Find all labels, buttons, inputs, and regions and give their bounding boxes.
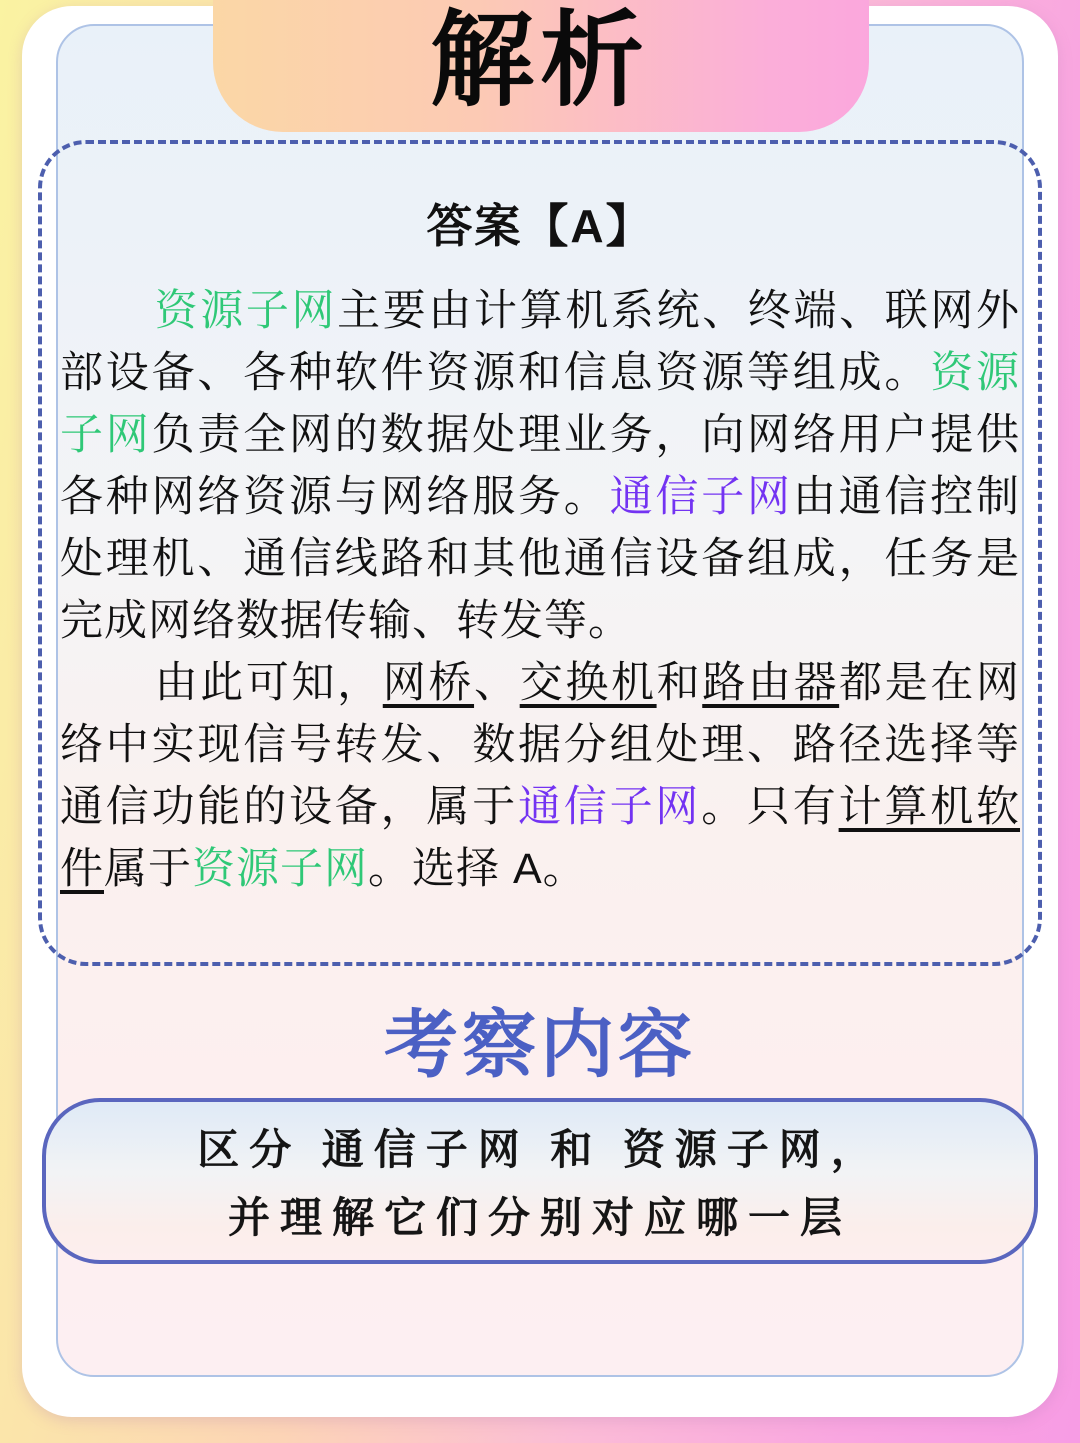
analysis-box [38, 140, 1042, 966]
underlined-term-bridge: 网桥 [382, 659, 475, 707]
answer-label: 答案【A】 [426, 200, 654, 252]
focus-line-2: 并理解它们分别对应哪一层 [227, 1196, 852, 1243]
underlined-term-computer-software: 计算机软件 [60, 783, 1021, 893]
body-run: 都是在网络中实现信号转发、数据分组处理、路径选择等通信功能的设备，属于 [60, 659, 1021, 831]
body-run: 和 [656, 659, 703, 707]
term-resource-subnet: 资源子网 [60, 349, 1021, 459]
body-run: 属于 [104, 845, 192, 893]
term-communication-subnet: 通信子网 [518, 783, 702, 831]
underlined-term-router: 路由器 [702, 659, 840, 707]
term-resource-subnet: 资源子网 [192, 845, 368, 893]
body-run: 由通信控制处理机、通信线路和其他通信设备组成，任务是完成网络数据传输、转发等。 [60, 473, 1021, 645]
body-run: 。选择 A。 [368, 845, 587, 893]
analysis-text [60, 280, 1020, 900]
underlined-term-switch: 交换机 [519, 659, 657, 707]
focus-box [42, 1098, 1038, 1264]
body-run: 。只有 [701, 783, 839, 831]
body-run: 主要由计算机系统、终端、联网外部设备、各种软件资源和信息资源等组成。 [60, 287, 1021, 397]
term-resource-subnet: 资源子网 [154, 287, 338, 335]
body-run: 负责全网的数据处理业务，向网络用户提供各种网络资源与网络服务。 [60, 411, 1021, 521]
term-communication-subnet: 通信子网 [609, 473, 793, 521]
section-title: 考察内容 [384, 1005, 696, 1087]
page-title: 解析 [429, 3, 650, 119]
focus-line-1: 区分 通信子网 和 资源子网， [197, 1127, 883, 1174]
analysis-paragraph-2 [60, 652, 1020, 900]
body-run: 由此可知， [154, 659, 383, 707]
body-run: 、 [474, 659, 520, 707]
analysis-paragraph-1 [60, 280, 1020, 652]
